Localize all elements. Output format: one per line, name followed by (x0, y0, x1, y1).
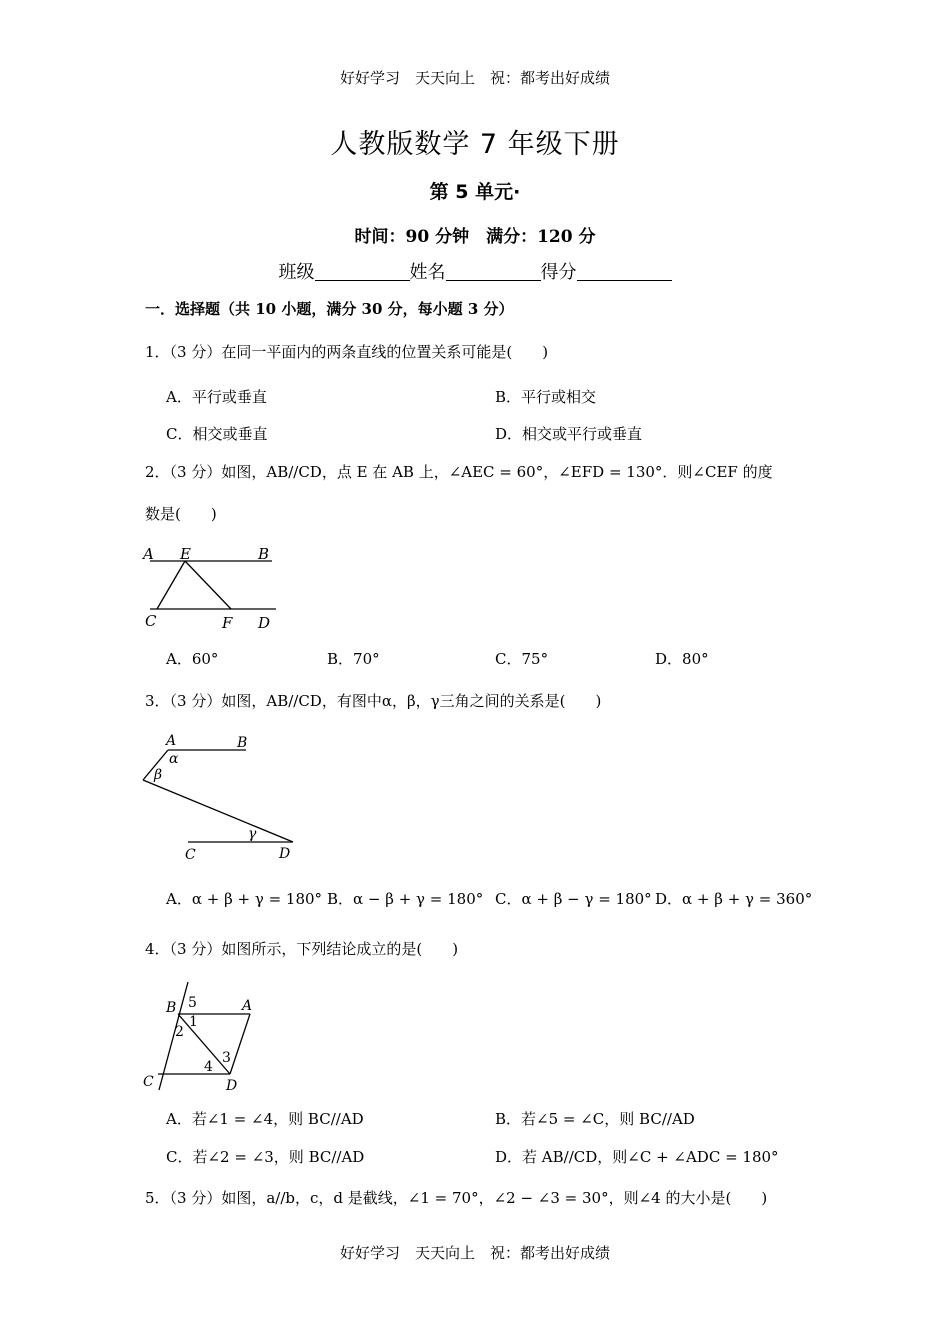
question-2-stem: 2．（3 分）如图，AB//CD，点 E 在 AB 上，∠AEC = 60°，∠EFD = 130°．则∠CEF 的度 (145, 463, 773, 481)
name-label: 姓名 (409, 262, 446, 283)
question-5-stem: 5．（3 分）如图，a//b，c，d 是截线，∠1 = 70°，∠2 − ∠3 = 30°，则∠4 的大小是( ) (145, 1189, 768, 1207)
label-b: B (258, 545, 270, 563)
label-c: C (143, 1074, 154, 1090)
q4-option-b[interactable]: B．若∠5 = ∠C，则 BC//AD (495, 1110, 695, 1128)
q4-figure (138, 978, 268, 1096)
label-e: E (180, 545, 191, 563)
label-2: 2 (175, 1024, 184, 1040)
q3-option-c[interactable]: C．α + β − γ = 180° (495, 890, 652, 908)
label-1: 1 (189, 1014, 198, 1030)
q1-option-b[interactable]: B．平行或相交 (495, 388, 597, 406)
label-b: B (237, 735, 248, 751)
q2-option-b[interactable]: B．70° (327, 650, 380, 668)
label-d: D (279, 846, 291, 862)
label-beta: β (154, 767, 163, 783)
label-d: D (226, 1078, 238, 1094)
q2-option-a[interactable]: A．60° (166, 650, 219, 668)
label-4: 4 (204, 1059, 213, 1075)
time-info: 时间：90 分钟 满分：120 分 (354, 227, 596, 247)
label-a: A (143, 545, 154, 563)
question-2-stem-cont: 数是( ) (145, 505, 217, 523)
label-b: B (166, 1000, 177, 1016)
q1-option-a[interactable]: A．平行或垂直 (166, 388, 267, 406)
q1-option-c[interactable]: C．相交或垂直 (166, 425, 268, 443)
label-f: F (222, 614, 233, 632)
q2-figure (140, 540, 290, 635)
page-title: 人教版数学 7 年级下册 (330, 129, 620, 160)
label-a: A (242, 998, 253, 1014)
class-blank[interactable] (315, 262, 410, 281)
label-a: A (166, 733, 177, 749)
q4-option-c[interactable]: C．若∠2 = ∠3，则 BC//AD (166, 1148, 365, 1166)
q2-option-c[interactable]: C．75° (495, 650, 549, 668)
q2-option-d[interactable]: D．80° (655, 650, 709, 668)
segment-ec (157, 561, 185, 609)
label-c: C (145, 612, 157, 630)
score-label: 得分 (540, 262, 577, 283)
segment-ad (230, 1014, 250, 1074)
label-gamma: γ (248, 826, 257, 842)
page-footer: 好好学习 天天向上 祝：都考出好成绩 (339, 1244, 610, 1262)
label-3: 3 (222, 1050, 231, 1066)
label-alpha: α (169, 751, 179, 767)
label-d: D (258, 614, 271, 632)
student-info-line (0, 258, 950, 284)
section-title: 一．选择题（共 10 小题，满分 30 分，每小题 3 分） (145, 300, 514, 318)
segment-ef (185, 561, 231, 609)
q3-option-b[interactable]: B．α − β + γ = 180° (327, 890, 484, 908)
question-1-stem: 1．（3 分）在同一平面内的两条直线的位置关系可能是( ) (145, 343, 549, 361)
q4-option-a[interactable]: A．若∠1 = ∠4，则 BC//AD (166, 1110, 364, 1128)
label-5: 5 (188, 995, 197, 1011)
class-label: 班级 (278, 262, 315, 283)
question-3-stem: 3．（3 分）如图，AB//CD，有图中α，β，γ三角之间的关系是( ) (145, 692, 602, 710)
segment-vertex-d (143, 780, 293, 842)
question-4-stem: 4．（3 分）如图所示，下列结论成立的是( ) (145, 940, 459, 958)
q1-option-d[interactable]: D．相交或平行或垂直 (495, 425, 643, 443)
label-c: C (185, 847, 196, 863)
score-blank[interactable] (577, 262, 672, 281)
q3-option-d[interactable]: D．α + β + γ = 360° (655, 890, 813, 908)
q3-option-a[interactable]: A．α + β + γ = 180° (166, 890, 323, 908)
name-blank[interactable] (446, 262, 541, 281)
q4-option-d[interactable]: D．若 AB//CD，则∠C + ∠ADC = 180° (495, 1148, 779, 1166)
page-header: 好好学习 天天向上 祝：都考出好成绩 (339, 69, 610, 87)
q3-figure (138, 728, 308, 863)
unit-title: 第 5 单元· (429, 181, 521, 203)
